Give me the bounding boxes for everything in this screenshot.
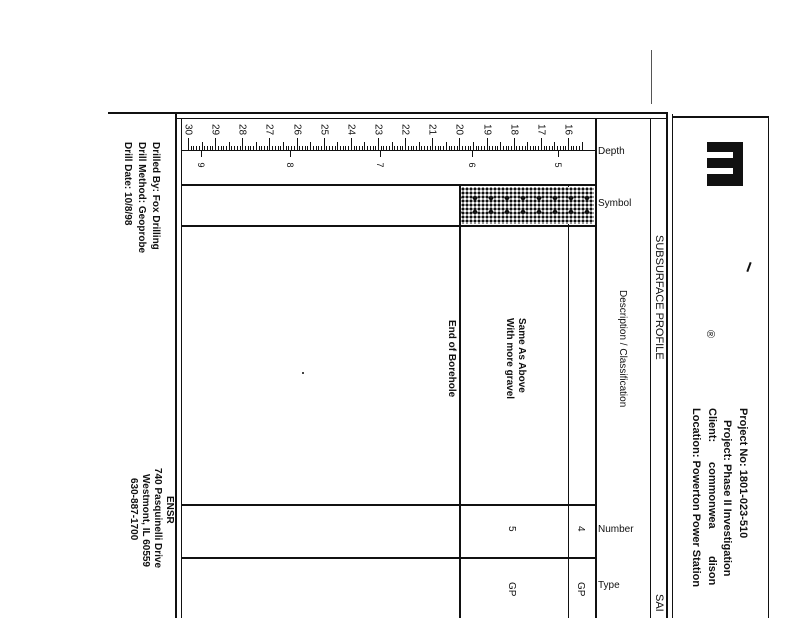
depth-minor-tick xyxy=(446,142,447,150)
depth-minor-tick xyxy=(283,142,284,150)
depth-label: 21 xyxy=(426,123,438,136)
depth-minor-tick xyxy=(237,146,238,150)
drilled-by: Drilled By: Fox Drilling xyxy=(150,142,161,250)
project-number: Project No: 1801-023-510 xyxy=(737,408,749,539)
company-address2: Westmont, IL 60559 xyxy=(140,474,151,567)
depth-major-tick xyxy=(487,138,488,150)
col-header-number: Number xyxy=(598,524,634,535)
depth-minor-tick xyxy=(530,146,531,150)
col-header-type: Type xyxy=(598,580,620,591)
col-sep-number-type xyxy=(182,557,596,559)
depth-minor-tick xyxy=(305,146,306,150)
depth-minor-tick xyxy=(240,146,241,150)
registered-mark: ® xyxy=(704,330,716,339)
depth-minor-tick xyxy=(402,146,403,150)
col-header-depth: Depth xyxy=(598,146,625,157)
client-value: commonwea xyxy=(706,462,718,529)
depth-minor-tick xyxy=(294,146,295,150)
depth-label: 30 xyxy=(182,123,194,136)
client-extra: dison xyxy=(706,556,718,586)
row-2-type: GP xyxy=(575,582,586,597)
depth-minor-tick xyxy=(454,146,455,150)
depth-minor-tick xyxy=(386,146,387,150)
depth-minor-tick xyxy=(261,146,262,150)
depth-minor-tick xyxy=(354,146,355,150)
depth-minor-tick xyxy=(299,146,300,150)
elevation-label: 9 xyxy=(196,162,206,168)
depth-minor-tick xyxy=(473,142,474,150)
depth-minor-tick xyxy=(411,146,412,150)
depth-minor-tick xyxy=(557,146,558,150)
depth-minor-tick xyxy=(280,146,281,150)
depth-minor-tick xyxy=(470,146,471,150)
depth-major-tick xyxy=(188,138,189,150)
depth-minor-tick xyxy=(416,146,417,150)
depth-minor-tick xyxy=(516,146,517,150)
depth-label: 18 xyxy=(508,123,520,136)
depth-minor-tick xyxy=(196,146,197,150)
row-2-number: 4 xyxy=(575,526,586,532)
depth-minor-tick xyxy=(231,146,232,150)
depth-minor-tick xyxy=(451,146,452,150)
depth-minor-tick xyxy=(250,146,251,150)
scan-dot xyxy=(302,372,304,374)
depth-minor-tick xyxy=(535,146,536,150)
depth-minor-tick xyxy=(313,146,314,150)
depth-label: 25 xyxy=(318,123,330,136)
depth-minor-tick xyxy=(264,146,265,150)
col-sep-desc-number xyxy=(182,504,596,506)
depth-minor-tick xyxy=(397,146,398,150)
depth-minor-tick xyxy=(421,146,422,150)
depth-minor-tick xyxy=(373,146,374,150)
depth-label: 27 xyxy=(263,123,275,136)
depth-minor-tick xyxy=(400,146,401,150)
depth-minor-tick xyxy=(465,146,466,150)
depth-major-tick xyxy=(242,138,243,150)
row-1-description-line1: Same As Above xyxy=(516,318,527,393)
elevation-label: 7 xyxy=(375,162,385,168)
depth-minor-tick xyxy=(554,142,555,150)
col-header-description: Description / Classification xyxy=(617,290,628,408)
depth-label: 20 xyxy=(453,123,465,136)
gravel-symbol xyxy=(461,187,594,224)
depth-minor-tick xyxy=(212,146,213,150)
depth-major-tick xyxy=(459,138,460,150)
company-phone: 630-887-1700 xyxy=(128,478,139,541)
depth-label: 16 xyxy=(562,123,574,136)
depth-minor-tick xyxy=(340,146,341,150)
row-1-description-line2: With more gravel xyxy=(504,318,515,400)
depth-minor-tick xyxy=(497,146,498,150)
depth-minor-tick xyxy=(367,146,368,150)
depth-minor-tick xyxy=(506,146,507,150)
depth-minor-tick xyxy=(291,146,292,150)
depth-ruler-line xyxy=(182,150,596,151)
depth-major-tick xyxy=(541,138,542,150)
depth-minor-tick xyxy=(234,146,235,150)
depth-minor-tick xyxy=(427,146,428,150)
depth-minor-tick xyxy=(204,146,205,150)
depth-major-tick xyxy=(514,138,515,150)
client-label: Client: xyxy=(706,408,718,443)
elevation-tick xyxy=(558,151,559,157)
depth-minor-tick xyxy=(364,142,365,150)
depth-major-tick xyxy=(215,138,216,150)
elevation-tick xyxy=(290,151,291,157)
col-sep-depth-symbol xyxy=(182,184,596,186)
location: Location: Powerton Power Station xyxy=(690,408,702,588)
depth-minor-tick xyxy=(443,146,444,150)
depth-label: 19 xyxy=(481,123,493,136)
company-logo xyxy=(707,142,743,186)
header-divider-top xyxy=(673,116,769,118)
depth-minor-tick xyxy=(226,146,227,150)
depth-minor-tick xyxy=(326,146,327,150)
depth-minor-tick xyxy=(248,146,249,150)
depth-minor-tick xyxy=(193,146,194,150)
depth-minor-tick xyxy=(288,146,289,150)
depth-minor-tick xyxy=(511,146,512,150)
depth-minor-tick xyxy=(218,146,219,150)
depth-minor-tick xyxy=(272,146,273,150)
depth-minor-tick xyxy=(500,142,501,150)
depth-minor-tick xyxy=(307,146,308,150)
depth-minor-tick xyxy=(278,146,279,150)
depth-minor-tick xyxy=(576,146,577,150)
depth-minor-tick xyxy=(495,146,496,150)
company-name: ENSR xyxy=(164,496,175,524)
depth-minor-tick xyxy=(210,146,211,150)
depth-minor-tick xyxy=(462,146,463,150)
company-address1: 740 Pasquinelli Drive xyxy=(152,468,163,569)
depth-minor-tick xyxy=(476,146,477,150)
depth-minor-tick xyxy=(582,142,583,150)
depth-minor-tick xyxy=(552,146,553,150)
depth-minor-tick xyxy=(525,146,526,150)
depth-minor-tick xyxy=(484,146,485,150)
depth-minor-tick xyxy=(438,146,439,150)
depth-major-tick xyxy=(405,138,406,150)
depth-minor-tick xyxy=(348,146,349,150)
depth-minor-tick xyxy=(503,146,504,150)
depth-minor-tick xyxy=(478,146,479,150)
depth-minor-tick xyxy=(359,146,360,150)
depth-minor-tick xyxy=(245,146,246,150)
frame-left-outer xyxy=(175,114,177,618)
scan-mark xyxy=(651,50,652,104)
end-of-borehole: End of Borehole xyxy=(446,320,457,398)
depth-minor-tick xyxy=(383,146,384,150)
depth-major-tick xyxy=(351,138,352,150)
depth-minor-tick xyxy=(563,146,564,150)
depth-minor-tick xyxy=(489,146,490,150)
section-title: SUBSURFACE PROFILE xyxy=(653,235,665,360)
depth-minor-tick xyxy=(430,146,431,150)
depth-minor-tick xyxy=(199,146,200,150)
depth-minor-tick xyxy=(573,146,574,150)
depth-minor-tick xyxy=(522,146,523,150)
depth-major-tick xyxy=(378,138,379,150)
depth-minor-tick xyxy=(413,146,414,150)
depth-minor-tick xyxy=(579,146,580,150)
depth-label: 29 xyxy=(209,123,221,136)
depth-minor-tick xyxy=(549,146,550,150)
depth-minor-tick xyxy=(356,146,357,150)
depth-minor-tick xyxy=(457,146,458,150)
frame-right-2 xyxy=(672,114,673,618)
depth-minor-tick xyxy=(546,146,547,150)
depth-minor-tick xyxy=(316,146,317,150)
depth-minor-tick xyxy=(318,146,319,150)
depth-minor-tick xyxy=(492,146,493,150)
row-1-number: 5 xyxy=(506,526,517,532)
depth-minor-tick xyxy=(440,146,441,150)
depth-minor-tick xyxy=(335,146,336,150)
depth-minor-tick xyxy=(527,142,528,150)
layer-boundary-1 xyxy=(568,186,569,618)
elevation-label: 6 xyxy=(467,162,477,168)
frame-top xyxy=(108,112,668,114)
profile-line xyxy=(650,118,651,618)
depth-minor-tick xyxy=(223,146,224,150)
depth-minor-tick xyxy=(435,146,436,150)
depth-minor-tick xyxy=(302,146,303,150)
depth-minor-tick xyxy=(253,146,254,150)
depth-minor-tick xyxy=(275,146,276,150)
depth-label: 24 xyxy=(345,123,357,136)
depth-minor-tick xyxy=(381,146,382,150)
depth-minor-tick xyxy=(419,142,420,150)
depth-label: 23 xyxy=(372,123,384,136)
project-name: Project: Phase II Investigation xyxy=(721,420,733,577)
depth-minor-tick xyxy=(332,146,333,150)
col-sep-symbol-desc xyxy=(182,225,596,227)
frame-left-inner xyxy=(181,118,182,618)
depth-minor-tick xyxy=(343,146,344,150)
frame-right xyxy=(666,114,668,618)
elevation-label: 8 xyxy=(285,162,295,168)
logo-mark xyxy=(746,262,751,272)
depth-minor-tick xyxy=(508,146,509,150)
elevation-tick xyxy=(201,151,202,157)
depth-minor-tick xyxy=(565,146,566,150)
depth-minor-tick xyxy=(389,146,390,150)
depth-minor-tick xyxy=(424,146,425,150)
depth-major-tick xyxy=(297,138,298,150)
drill-method: Drill Method: Geoprobe xyxy=(136,142,147,254)
depth-minor-tick xyxy=(286,146,287,150)
depth-minor-tick xyxy=(267,146,268,150)
drill-date: Drill Date: 10/8/98 xyxy=(122,142,133,226)
depth-label: 17 xyxy=(535,123,547,136)
depth-minor-tick xyxy=(310,142,311,150)
depth-major-tick xyxy=(432,138,433,150)
depth-minor-tick xyxy=(221,146,222,150)
depth-major-tick xyxy=(568,138,569,150)
depth-minor-tick xyxy=(481,146,482,150)
depth-minor-tick xyxy=(519,146,520,150)
depth-minor-tick xyxy=(329,146,330,150)
col-header-line xyxy=(595,118,597,618)
depth-minor-tick xyxy=(259,146,260,150)
depth-minor-tick xyxy=(345,146,346,150)
depth-minor-tick xyxy=(321,146,322,150)
depth-minor-tick xyxy=(375,146,376,150)
depth-label: 22 xyxy=(399,123,411,136)
col-header-symbol: Symbol xyxy=(598,198,632,209)
depth-minor-tick xyxy=(394,146,395,150)
depth-major-tick xyxy=(269,138,270,150)
depth-minor-tick xyxy=(571,146,572,150)
sample-title: SAI xyxy=(653,594,665,612)
depth-minor-tick xyxy=(560,146,561,150)
depth-label: 26 xyxy=(291,123,303,136)
elevation-tick xyxy=(472,151,473,157)
depth-minor-tick xyxy=(468,146,469,150)
depth-minor-tick xyxy=(337,142,338,150)
depth-minor-tick xyxy=(202,142,203,150)
depth-minor-tick xyxy=(191,146,192,150)
depth-minor-tick xyxy=(370,146,371,150)
row-1-type: GP xyxy=(506,582,517,597)
depth-minor-tick xyxy=(229,142,230,150)
layer-boundary-2 xyxy=(459,186,461,618)
depth-minor-tick xyxy=(538,146,539,150)
header-divider-v xyxy=(768,116,769,618)
depth-minor-tick xyxy=(392,142,393,150)
depth-minor-tick xyxy=(207,146,208,150)
depth-label: 28 xyxy=(236,123,248,136)
elevation-tick xyxy=(380,151,381,157)
depth-minor-tick xyxy=(544,146,545,150)
depth-minor-tick xyxy=(408,146,409,150)
depth-minor-tick xyxy=(449,146,450,150)
depth-minor-tick xyxy=(533,146,534,150)
depth-minor-tick xyxy=(362,146,363,150)
depth-major-tick xyxy=(324,138,325,150)
depth-minor-tick xyxy=(256,142,257,150)
elevation-label: 5 xyxy=(553,162,563,168)
